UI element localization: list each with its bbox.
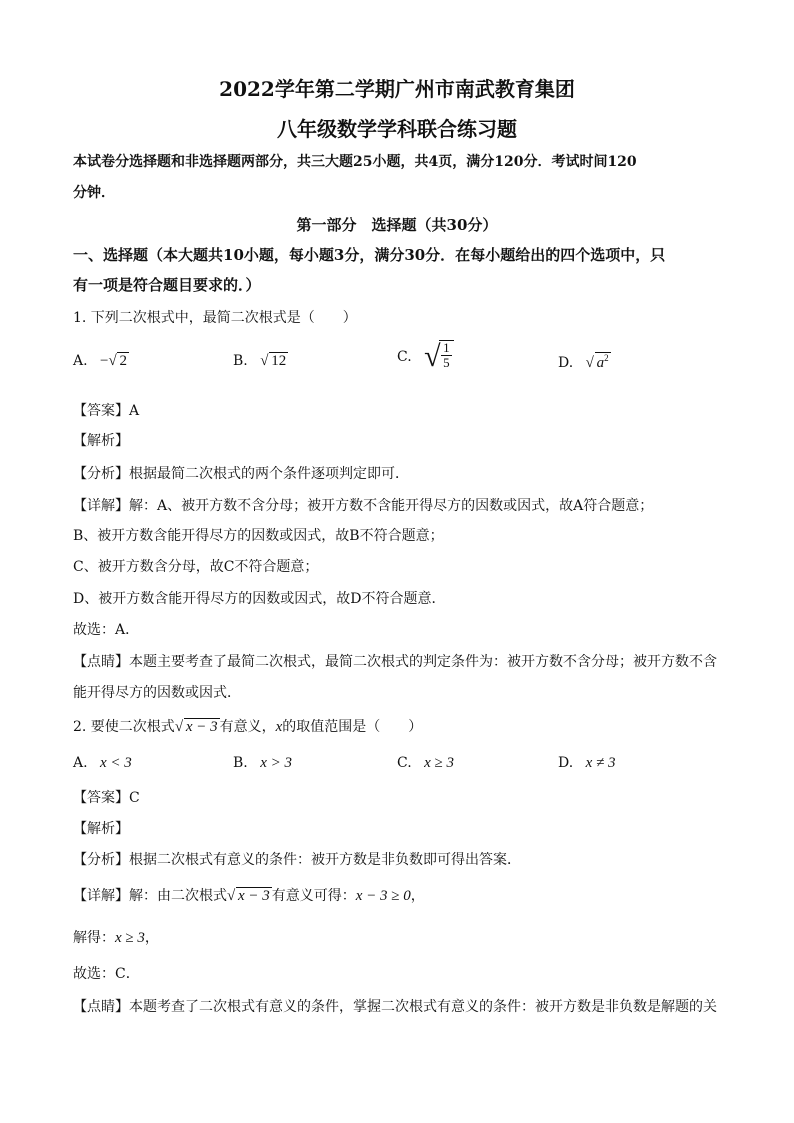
option-label: B. [233, 755, 248, 771]
section-intro-line-1: 一、选择题（本大题共10小题，每小题3分，满分30分．在每小题给出的四个选项中，只 [73, 246, 666, 264]
radicand: x − 3 [185, 719, 218, 735]
question-1-stem: 1. 下列二次根式中，最简二次根式是（ ） [73, 310, 357, 326]
option-label: C. [397, 349, 412, 365]
radicand: 12 [271, 353, 287, 369]
option-expression: x < 3 [100, 755, 132, 771]
numerator: 1 [443, 340, 450, 356]
q1-option-d [558, 352, 611, 372]
xiangjie-prefix: 【详解】解：由二次根式 [73, 888, 227, 904]
q1-dianjing-2: 能开得尽方的因数或因式． [73, 685, 241, 701]
q1-xiangjie-3: C、被开方数含分母，故C不符合题意； [73, 559, 319, 575]
section-intro-line-2: 有一项是符合题目要求的．） [73, 276, 261, 294]
stem-suffix: 的取值范围是（ ） [282, 719, 423, 735]
instructions-line-2: 分钟． [73, 185, 115, 201]
q1-dianjing-1: 【点睛】本题主要考查了最简二次根式，最简二次根式的判定条件为：被开方数不含分母；被开方数不含 [73, 654, 717, 670]
q1-analysis-tag: 【解析】 [73, 433, 129, 449]
denominator: 5 [443, 355, 450, 371]
exponent: 2 [604, 353, 609, 363]
q2-fenxi: 【分析】根据二次根式有意义的条件：被开方数是非负数即可得出答案． [73, 852, 521, 868]
q2-option-b [233, 755, 292, 772]
q1-xiangjie-2: B、被开方数含能开得尽方的因数或因式，故B不符合题意； [73, 528, 444, 544]
title-line-1: 2022学年第二学期广州市南武教育集团 [219, 77, 575, 101]
q1-option-a [73, 352, 129, 370]
inequality: x − 3 ≥ 0 [355, 888, 411, 904]
stem-middle: 有意义， [219, 719, 276, 735]
option-label: A. [73, 755, 88, 771]
q2-choice: 故选：C． [73, 966, 140, 982]
jiede-suffix: ， [144, 930, 159, 946]
base-variable: a [596, 355, 605, 371]
option-expression: x ≥ 3 [424, 755, 455, 771]
variable: x [275, 719, 283, 735]
radicand: 2 [119, 353, 127, 369]
q2-dianjing: 【点睛】本题考查了二次根式有意义的条件，掌握二次根式有意义的条件：被开方数是非负数是解题的关 [73, 999, 717, 1015]
sqrt-expression: √ $\frac{1}{5}$ [424, 340, 454, 370]
sqrt-expression: √ $a^2$ [585, 353, 609, 371]
stem-prefix: 2. 要使二次根式 [73, 719, 175, 735]
q1-answer: 【答案】A [73, 403, 140, 419]
instructions-line-1: 本试卷分选择题和非选择题两部分，共三大题25小题，共4页，满分120分．考试时间120 [73, 154, 637, 170]
title-line-2: 八年级数学学科联合练习题 [277, 117, 517, 141]
section-heading: 第一部分 选择题（共30分） [296, 216, 498, 234]
q2-xiangjie [73, 885, 425, 905]
q2-option-d [558, 755, 616, 772]
q1-option-c [397, 340, 454, 374]
q1-xiangjie-1: 【详解】解：A、被开方数不含分母；被开方数不含能开得尽方的因数或因式，故A符合题意； [73, 498, 654, 514]
question-2-stem [73, 716, 422, 736]
q1-fenxi: 【分析】根据最简二次根式的两个条件逐项判定即可． [73, 466, 409, 482]
xiangjie-middle: 有意义可得： [271, 888, 356, 904]
sqrt-expression: √ x − 3 [227, 888, 270, 904]
q1-choice: 故选：A． [73, 622, 140, 638]
radicand: x − 3 [238, 888, 270, 904]
option-expression: x ≠ 3 [585, 755, 616, 771]
fraction [441, 341, 452, 370]
option-expression: x > 3 [260, 755, 292, 771]
q1-xiangjie-4: D、被开方数含能开得尽方的因数或因式，故D不符合题意． [73, 591, 446, 607]
solution: x ≥ 3 [115, 930, 145, 946]
sqrt-expression: √ 12 [260, 353, 287, 369]
q2-option-c [397, 755, 454, 772]
xiangjie-suffix: ， [410, 888, 425, 904]
sqrt-expression: √ x − 3 [174, 719, 218, 735]
option-label: D. [558, 355, 574, 371]
option-label: B. [233, 353, 248, 369]
option-label: C. [397, 755, 412, 771]
q2-analysis-tag: 【解析】 [73, 821, 129, 837]
minus-sign: − [100, 353, 109, 369]
sqrt-expression: √ 2 [108, 353, 127, 369]
q1-option-b [233, 352, 288, 370]
q2-answer: 【答案】C [73, 790, 140, 806]
jiede-prefix: 解得： [73, 930, 115, 946]
q2-option-a [73, 755, 132, 772]
option-label: A. [73, 353, 88, 369]
q2-jiede [73, 927, 159, 947]
option-label: D. [558, 755, 574, 771]
